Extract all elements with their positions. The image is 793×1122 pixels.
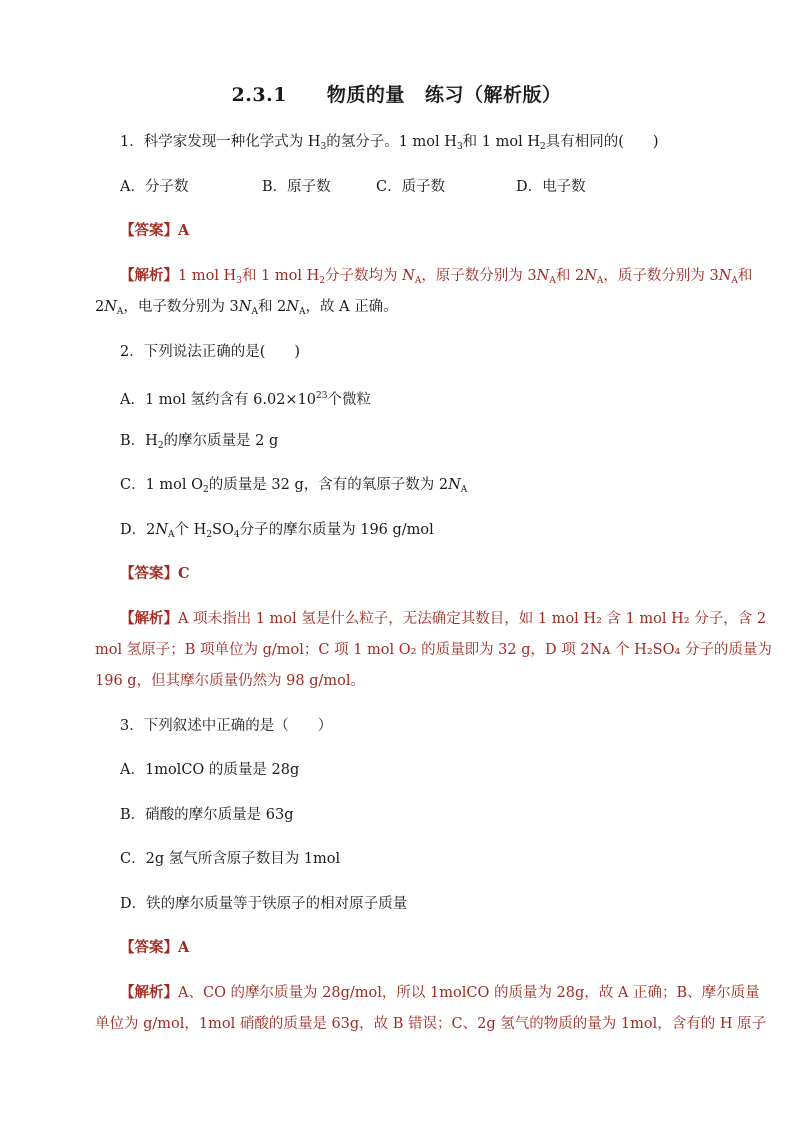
- q2-stem: 2．下列说法正确的是( ): [120, 344, 301, 360]
- q2-analysis-line3: 196 g，但其摩尔质量仍然为 98 g/mol。: [95, 673, 366, 689]
- q3-option-c: C．2g 氢气所含原子数目为 1mol: [120, 851, 341, 867]
- q1-option-a: A．分子数: [120, 179, 189, 195]
- title-subtitle: 练习（解析版）: [424, 84, 562, 106]
- title-number: 2.3.1: [231, 84, 287, 106]
- q3-analysis-line1: 【解析】A、CO 的摩尔质量为 28g/mol，所以 1molCO 的质量为 28g，故 A 正确；B、摩尔质量: [120, 984, 760, 1001]
- q1-stem: 1．科学家发现一种化学式为 $H_3$的氢分子。1 mol $H_3$和 1 mol $H_2$具有相同的( ): [120, 134, 659, 152]
- q1-option-d: D．电子数: [516, 179, 586, 195]
- q1-analysis-line1: 【解析】1 mol $H_3$和 1 mol $H_2$分子数均为 $N_A$，原子数分别为 $3N_A$和 $2N_A$，质子数分别为 $3N_A$和: [120, 267, 753, 286]
- q3-option-d: D．铁的摩尔质量等于铁原子的相对原子质量: [120, 896, 408, 912]
- q3-analysis-line2: 单位为 g/mol，1mol 硝酸的质量是 63g，故 B 错误；C、2g 氢气的物质的量为 1mol，含有的 H 原子: [95, 1016, 767, 1032]
- title-text: 物质的量: [326, 84, 405, 106]
- q1-option-c: C．质子数: [376, 179, 446, 195]
- q2-option-a: A．1 mol 氢约含有 $6.02\times 10^{23}$个微粒: [120, 391, 371, 408]
- q1-option-b: B．原子数: [262, 179, 331, 195]
- q3-option-a: A．1molCO 的质量是 28g: [120, 762, 300, 778]
- q1-analysis-line2: $2N_A$，电子数分别为 $3N_A$和 $2N_A$，故 A 正确。: [95, 299, 398, 317]
- q3-answer: 【答案】A: [120, 939, 190, 956]
- q1-answer: 【答案】A: [120, 222, 190, 239]
- q2-answer: 【答案】C: [120, 565, 190, 582]
- q2-analysis-line2: mol 氢原子；B 项单位为 g/mol；C 项 1 mol O₂ 的质量即为 32 g，D 项 2Nᴀ 个 H₂SO₄ 分子的质量为: [95, 642, 772, 658]
- q2-analysis-line1: 【解析】A 项未指出 1 mol 氢是什么粒子，无法确定其数目，如 1 mol H₂ 含 1 mol H₂ 分子，含 2: [120, 610, 767, 627]
- q2-option-c: C．1 mol $O_2$的质量是 32 g，含有的氧原子数为 $2N_A$: [120, 477, 468, 495]
- q3-stem: 3．下列叙述中正确的是（ ）: [120, 718, 333, 734]
- q2-option-d: D．$2N_A$个 $H_2SO_4$分子的摩尔质量为 196 g/mol: [120, 522, 434, 540]
- q2-option-b: B．$H_2$的摩尔质量是 2 g: [120, 433, 279, 451]
- page-title: [0, 80, 793, 107]
- q3-option-b: B．硝酸的摩尔质量是 63g: [120, 807, 294, 823]
